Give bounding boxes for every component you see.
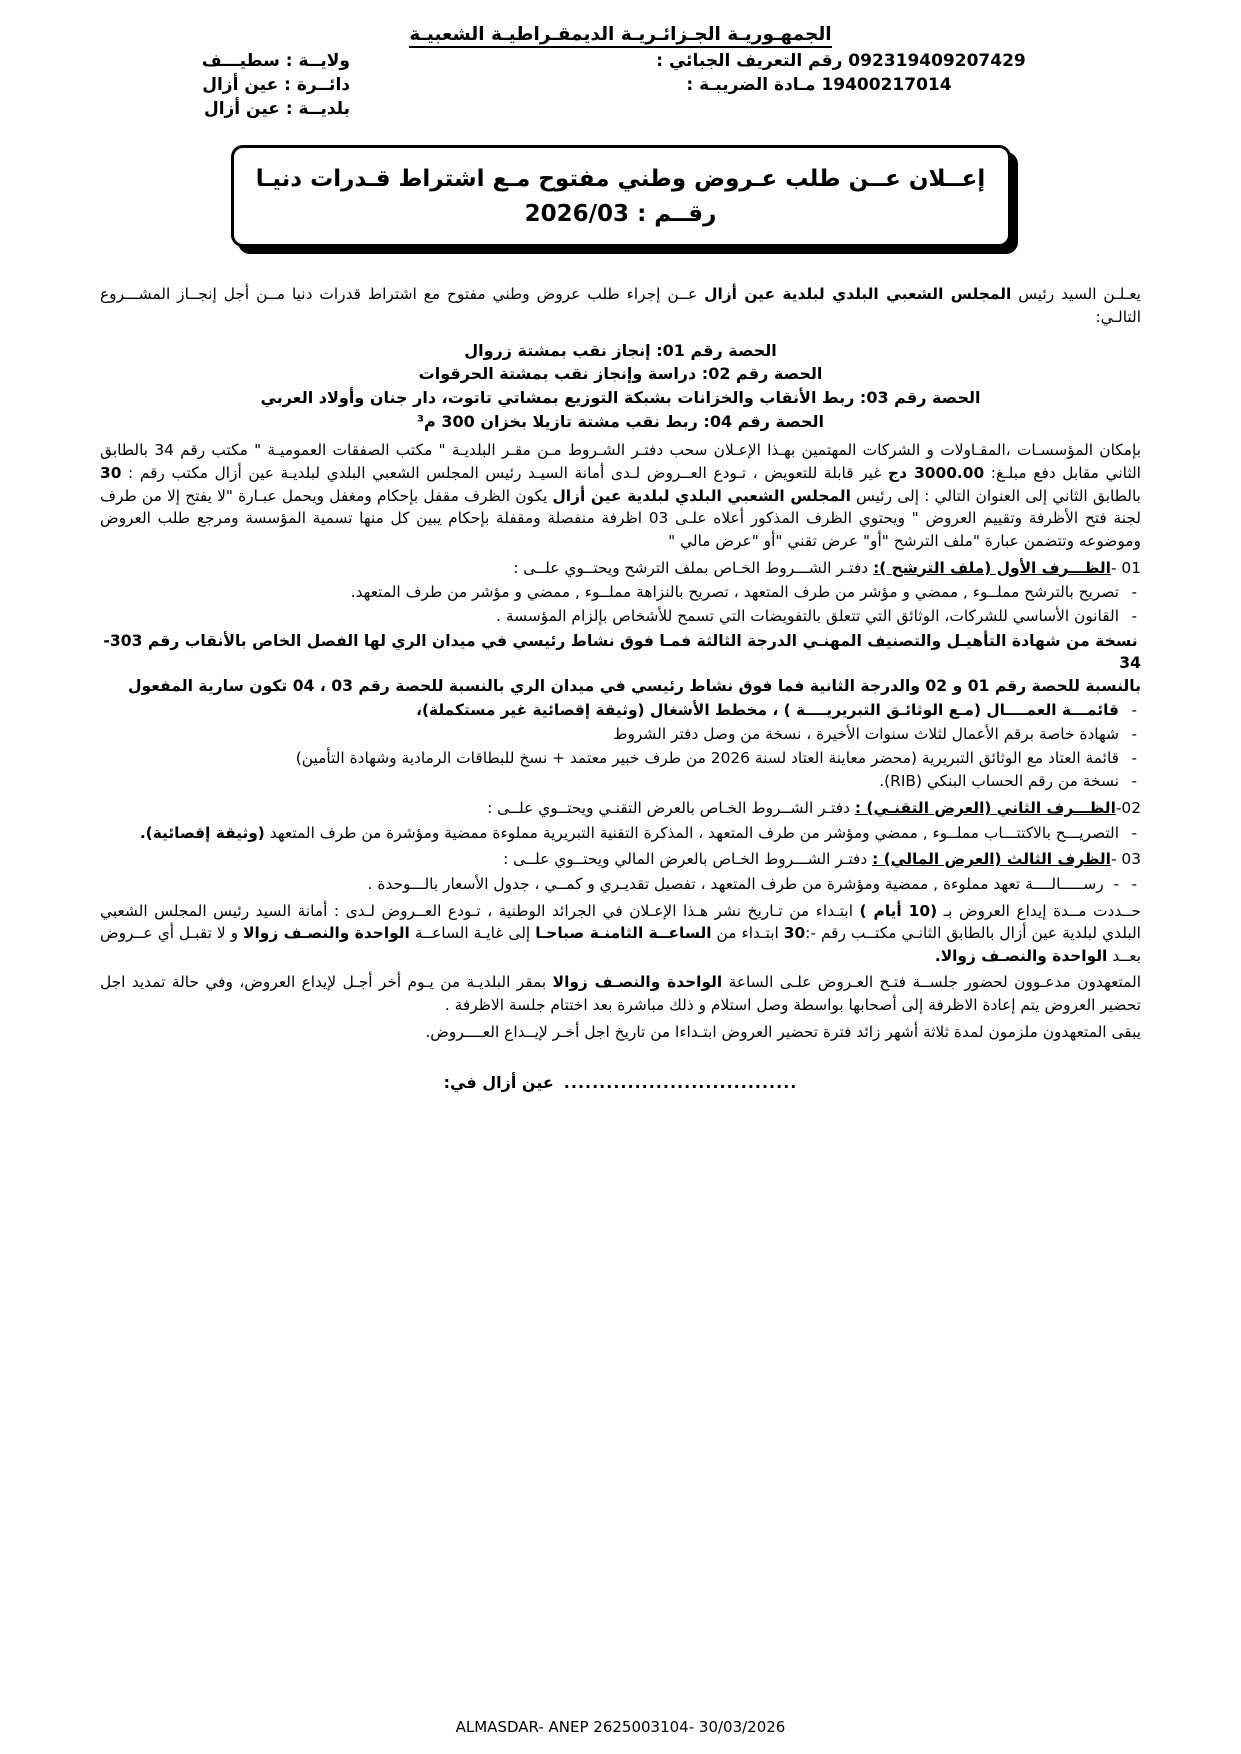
list-item: - تصريح بالترشح مملــوء , ممضي و مؤشر من طرف المتعهد ، تصريح بالنزاهة مملــوء , ممضي و مؤشر من طرف المتعهد. <box>100 581 1141 604</box>
list-item: - القانون الأساسي للشركات، الوثائق التي تتعلق بالتفويضات التي تسمح للأشخاص بإلزام المؤسسة . <box>100 605 1141 628</box>
list-item: - - رســـــالــــة تعهد مملوءة , ممضية ومؤشرة من طرف المتعهد ، تفصيل تقديـري و كمــي ، جدول الأسعار بالـــوحدة . <box>100 873 1141 896</box>
opening-session-paragraph <box>100 971 1141 1016</box>
envelope-3-title: الظرف الثالث (العرض المالي) : <box>872 850 1111 869</box>
envelope-2-number: 02- <box>1115 798 1141 817</box>
deadline-text-c: ابتـداء من <box>716 924 779 943</box>
fiscal-id-value: 092319409207429 <box>848 51 1026 71</box>
deadline-text-b: ابتـداء من تـاريخ نشر هـذا الإعـلان في الجرائد الوطنية ، تـودع العــروض لـدى : أمانة السيد رئيس المجلس الشعبي البلدي لبلدية عين أزال بالطابق الثانـي مكتــب رقم -: <box>100 901 1141 943</box>
subscription-declaration-text: التصريـــح بالاكتتـــاب مملــوء , ممضي ومؤشر من طرف المتعهد ، المذكرة التقنية التبريرية مملوءة ممضية ومؤشرة من طرف المتعهد <box>269 823 1119 842</box>
withdrawal-paragraph <box>100 439 1141 552</box>
list-item <box>100 699 1141 722</box>
tax-article-label: مـادة الضريبـة : <box>686 75 816 96</box>
list-item: - قائمة العتاد مع الوثائق التبريرية (محضر معاينة العتاد لسنة 2026 من طرف خبير معتمد + نسخ للبطاقات الرمادية وشهادة التأمين) <box>100 747 1141 770</box>
workers-list-bold: قائمـــة العمــــال (مـع الوثائـق التبريريــــة ) ، مخطط الأشغال (وثيقة إقصائية غير مستكملة)، <box>416 701 1119 720</box>
qualification-requirement-block <box>100 630 1141 698</box>
opening-session-text-a: المتعهدون مدعـوون لحضور جلســة فتـح العـروض علـى الساعة <box>728 973 1142 992</box>
signature-dots: ................................. <box>563 1073 798 1093</box>
national-header <box>100 24 1141 45</box>
opening-session-time: الواحدة والنصـف زوالا <box>552 973 723 992</box>
lot-item: الحصة رقم 04: ربط نقب مشتة تازيلا بخزان 300 م³ <box>417 411 824 431</box>
lot-item: الحصة رقم 02: دراسة وإنجاز نقب بمشتة الحرقوات <box>418 364 823 384</box>
intro-text-2: عــن إجراء طلب عروض وطني مفتوح مع اشتراط قدرات دنيا مــن أجل إنجــاز المشـــروع التالـي: <box>100 285 1141 327</box>
signature-row <box>100 1071 1141 1095</box>
signature-place-label: عين أزال في: <box>443 1073 554 1093</box>
envelope-2-items <box>100 822 1141 845</box>
withdrawal-amount: 3000.00 دج <box>887 464 985 483</box>
announcement-title-box <box>231 145 1011 247</box>
qualification-line-2: بالنسبة للحصة رقم 01 و 02 والدرجة الثانية فما فوق نشاط رئيسي في ميدان الري بالنسبة للحصة رقم 03 ، 04 تكون سارية المفعول <box>127 676 1141 695</box>
deadline-text-e: و لا تقبـل أي عــروض بعــد <box>100 924 1141 965</box>
envelope-1-title: الظـــرف الأول (ملف الترشح ): <box>873 558 1111 577</box>
list-item: - شهادة خاصة برقم الأعمال لثلاث سنوات الأخيرة ، نسخة من وصل دفتر الشروط <box>100 723 1141 746</box>
withdrawal-text-b: غير قابلة للتعويض ، تـودع العــروض لـدى أمانة السيـد رئيس المجلس الشعبي البلدي لبلديـة عين أزال مكتب رقم : <box>128 464 882 483</box>
deadline-text-a: حــددت مــدة إيداع العروض بـ <box>943 901 1141 920</box>
announcement-title: إعــلان عــن طلب عـروض وطني مفتوح مـع اشتراط قـدرات دنيـا <box>255 166 986 193</box>
deadline-paragraph <box>100 900 1141 968</box>
lots-list <box>100 339 1141 434</box>
fiscal-id-line <box>581 49 1101 73</box>
envelope-2-title: الظـــرف الثاني (العرض التقنـي) : <box>854 798 1116 817</box>
envelope-1-items <box>100 581 1141 627</box>
intro-text-1: يعـلـن السيد رئيس <box>1018 285 1141 304</box>
envelope-1-subtitle: دفتـر الشـــروط الخـاص بملف الترشح ويحتــوي علــى : <box>513 558 869 577</box>
envelope-2-heading <box>100 797 1141 820</box>
deadline-office-number: 30 <box>783 924 806 943</box>
envelope-1-items-2 <box>100 699 1141 793</box>
header-right-block <box>100 49 350 121</box>
eliminatory-document-note: (وثيقة إقصائية). <box>139 823 265 842</box>
header-left-block <box>581 49 1141 97</box>
envelope-3-heading <box>100 848 1141 871</box>
title-box-wrapper <box>231 145 1011 247</box>
fiscal-id-label: رقم التعريف الجبائي : <box>656 51 843 71</box>
qualification-line-1: نسخة من شهادة التأهيـل والتصنيف المهنـي الدرجة الثالثة فمـا فوق نشاط رئيسي في ميدان الري لها الفصل الخاص بالأنقاب رقم 303-34 <box>103 631 1141 673</box>
withdrawal-office-number: 30 <box>100 464 122 483</box>
announcement-number-label: رقــم : <box>637 201 717 228</box>
announcement-number-value: 2026/03 <box>524 201 630 228</box>
envelope-3-number: 03 - <box>1110 850 1141 869</box>
announcement-number-line <box>254 199 988 230</box>
document-body <box>100 283 1141 1094</box>
baladia-label: بلديــة : عين أزال <box>203 99 350 120</box>
daira-label: دائــرة : عين أزال <box>202 75 350 96</box>
intro-authority: المجلس الشعبي البلدي لبلدية عين أزال <box>704 285 1012 304</box>
opening-session-text-b: بمقر البلديـة من يـوم أخر أجـل لإيداع العروض، وفي حالة تمديد اجل تحضير العروض يتم إعادة الاظرفة إلى أصحابها بواسطة وصل استلام و ذلك مباشرة بعد اختتام جلسة الاظرفة . <box>100 973 1141 1015</box>
list-item <box>100 822 1141 845</box>
wilaya-label: ولايــة : سطيـــف <box>201 51 350 71</box>
deadline-cutoff-time: الواحدة والنصـف زوالا. <box>934 946 1108 965</box>
commitment-letter-text: رســـــالــــة تعهد مملوءة , ممضية ومؤشرة من طرف المتعهد ، تفصيل تقديـري و كمــي ، جدول الأسعار بالـــوحدة . <box>367 874 1104 893</box>
validity-paragraph: يبقى المتعهدون ملزمون لمدة ثلاثة أشهر زائد فترة تحضير العروض ابتـداءا من تاريخ اجل أخـر لإيــداع العــــروض. <box>425 1022 1141 1041</box>
envelope-3-items <box>100 873 1141 896</box>
tax-article-line <box>581 73 1101 97</box>
envelope-1-number: 01 - <box>1110 558 1141 577</box>
withdrawal-text-d: يكون الظرف مقفل بإحكام ومغفل ويحمل عبـارة "لا يفتح إلا من طرف لجنة فتح الأظرفة وتقييم العروض " ويحتوي الظرف المذكور أعلاه علـى 03 اظرفة منفصلة ومقفلة بإحكام يبين كل منها تسمية المؤسسة ومرجع طلب العروض وموضوعه وتتضمن عبارة "ملف الترشح "أو" عرض تقني "أو "عرض مالي " <box>100 486 1141 550</box>
envelope-3-subtitle: دفتـر الشـــروط الخـاص بالعرض المالي ويحتــوي علــى : <box>503 850 868 869</box>
lot-item: الحصة رقم 01: إنجاز نقب بمشتة زروال <box>464 340 777 360</box>
document-footer: ALMASDAR- ANEP 2625003104- 30/03/2026 <box>455 1718 786 1736</box>
lot-item: الحصة رقم 03: ربط الأنقاب والخزانات بشبكة التوزيع بمشاتي تاتوت، دار جنان وأولاد العربي <box>260 388 981 408</box>
deadline-close-time: الواحدة والنصـف زوالا <box>243 924 410 943</box>
withdrawal-text-c: بالطابق الثاني إلى العنوان التالي : إلى رئيس <box>856 486 1141 505</box>
deadline-open-time: الساعــة الثامنـة صباحـا <box>535 924 712 943</box>
deadline-days: (10 أيام ) <box>859 901 938 920</box>
tax-article-value: 19400217014 <box>821 75 952 96</box>
national-header-text: الجمهـوريـة الجـزائـريـة الديمقـراطيـة الشعبيـة <box>409 24 831 48</box>
deadline-text-d: إلى غايـة الساعــة <box>414 924 531 943</box>
list-item: - نسخة من رقم الحساب البنكي (RIB). <box>100 770 1141 793</box>
envelope-2-subtitle: دفتـر الشــروط الخـاص بالعرض التقنـي ويحتــوي علــى : <box>487 798 850 817</box>
header-info-row <box>100 49 1141 121</box>
withdrawal-authority: المجلس الشعبي البلدي لبلدية عين أزال <box>552 486 851 505</box>
intro-paragraph <box>100 283 1141 328</box>
withdrawal-text-a: بإمكان المؤسسـات ،المقـاولات و الشركات المهتمين بهـذا الإعـلان سحب دفتـر الشـروط مـن مقـر البلديـة " مكتب الصفقات العموميـة " مكتب رقم 34 بالطابق الثاني مقابل دفع مبلـغ: <box>100 441 1141 483</box>
envelope-1-heading <box>100 557 1141 580</box>
